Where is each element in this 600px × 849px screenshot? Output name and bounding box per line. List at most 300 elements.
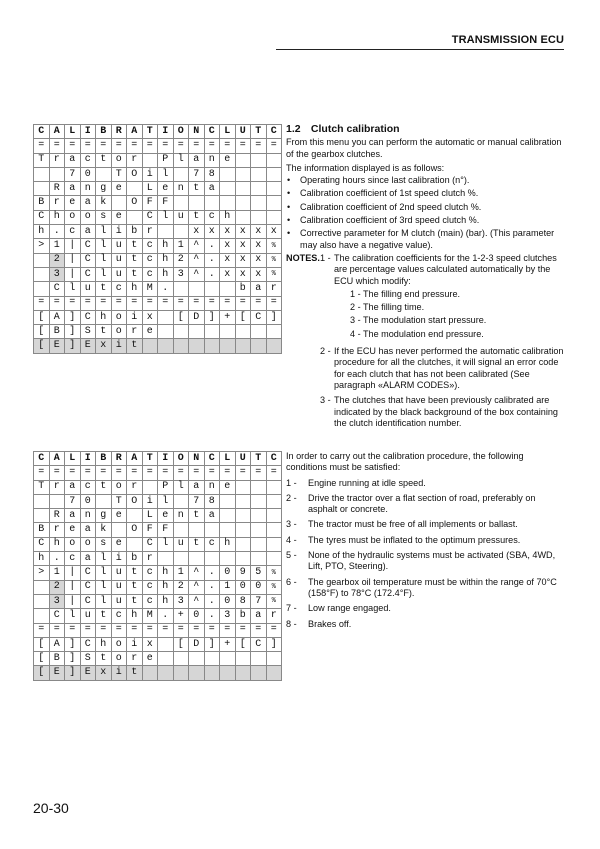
lcd-cell: c [142,580,158,594]
lcd-cell: L [65,452,81,466]
lcd-cell: C [34,537,50,551]
lcd-cell: r [142,225,158,239]
condition-item [286,550,564,573]
lcd-cell: 2 [173,580,189,594]
lcd-cell: ] [266,637,282,651]
note-text: The calibration coefficients for the 1-2-3 speed clutches are percentage values calculated automatically by the ECU which modify: [334,252,557,286]
lcd-cell: 7 [189,167,205,181]
page-number: 20-30 [33,800,69,816]
lcd-cell [204,652,220,666]
lcd-cell: n [80,182,96,196]
note-sub-item: 1 - The filling end pressure. [350,288,461,299]
lcd-cell: C [80,267,96,281]
lcd-cell [158,637,174,651]
lcd-cell [127,537,143,551]
lcd-cell: = [65,296,81,310]
lcd-cell [235,196,251,210]
lcd-cell: t [96,480,112,494]
lcd-row [34,325,282,339]
lcd-cell: O [127,523,143,537]
lcd-cell: = [235,623,251,637]
lcd-cell: E [49,666,65,680]
lcd-cell [173,666,189,680]
lcd-cell: = [96,296,112,310]
lcd-cell: o [111,637,127,651]
lcd-cell [251,153,267,167]
lcd-cell: % [266,267,282,281]
lcd-cell: 7 [189,494,205,508]
lcd-cell: u [111,594,127,608]
lcd-cell [173,552,189,566]
condition-item [286,493,564,516]
lcd-cell: e [158,182,174,196]
lcd-cell [158,225,174,239]
bullet-item: • Calibration coefficient of 1st speed clutch %. [286,188,564,199]
lcd-cell [251,666,267,680]
lcd-cell: = [142,296,158,310]
condition-text: Low range engaged. [308,603,391,614]
condition-item [286,603,564,614]
lcd-cell: % [266,594,282,608]
lcd-cell: o [65,210,81,224]
lcd-cell: 0 [251,580,267,594]
bullet-item: • Calibration coefficient of 3rd speed clutch %. [286,215,564,226]
lcd-cell: s [96,210,112,224]
lcd-cell: [ [34,637,50,651]
lcd-cell: B [34,196,50,210]
lcd-cell: = [34,466,50,480]
lcd-cell: ] [65,652,81,666]
lcd-cell: t [127,666,143,680]
lcd-cell: c [80,480,96,494]
lcd-cell: = [173,139,189,153]
lcd-cell: = [142,466,158,480]
lcd-cell [235,325,251,339]
lcd-row [34,552,282,566]
lcd-row [34,609,282,623]
lcd-cell: r [266,609,282,623]
lcd-cell: = [173,623,189,637]
lcd-cell: A [127,125,143,139]
lcd-cell: T [111,494,127,508]
condition-number: 1 - [286,477,297,488]
lcd-cell [142,666,158,680]
lcd-row [34,537,282,551]
lcd-cell: = [49,623,65,637]
lcd-cell: C [80,594,96,608]
lcd-row [34,210,282,224]
notes [286,253,564,433]
lcd-cell: R [111,125,127,139]
lcd-cell: = [96,623,112,637]
lcd-cell: l [96,239,112,253]
lcd-cell: b [235,282,251,296]
lcd-cell: n [173,509,189,523]
lcd-cell: x [251,225,267,239]
lcd-cell: N [189,452,205,466]
lcd-cell: ] [65,637,81,651]
lcd-cell: c [204,537,220,551]
lcd-cell: F [158,523,174,537]
bullet-item: • Corrective parameter for M clutch (main) (bar). (This parameter may also have a negative value). [286,228,564,251]
lcd-cell: L [220,125,236,139]
lcd-cell [34,494,50,508]
lcd-cell [235,153,251,167]
lcd-cell [266,523,282,537]
lcd-row [34,153,282,167]
lcd-cell: 1 [173,239,189,253]
lcd-cell: = [220,623,236,637]
lcd-cell: B [49,325,65,339]
lcd-cell: S [80,652,96,666]
lcd-cell: i [111,552,127,566]
lcd-cell: g [96,182,112,196]
lcd-cell [235,494,251,508]
lcd-cell: [ [34,310,50,324]
lcd-cell: = [251,139,267,153]
lcd-cell: g [96,509,112,523]
lcd-cell: 3 [173,267,189,281]
lcd-cell: 0 [80,167,96,181]
lcd-cell: a [65,182,81,196]
lcd-cell [251,523,267,537]
lcd-cell [173,282,189,296]
lcd-row [34,566,282,580]
lcd-cell [204,282,220,296]
condition-text: The tyres must be inflated to the optimum pressures. [308,534,521,545]
lcd-cell: x [220,225,236,239]
lcd-row [34,480,282,494]
lcd-cell: 3 [220,609,236,623]
lcd-cell: t [127,594,143,608]
lcd-cell: l [96,253,112,267]
note-number: 1 - [320,252,331,263]
lcd-cell: P [158,480,174,494]
lcd-cell: r [142,552,158,566]
lcd-cell [235,509,251,523]
lcd-cell: C [80,637,96,651]
lcd-cell: T [34,153,50,167]
lcd-cell: F [158,196,174,210]
lcd-cell: l [96,267,112,281]
lcd-row [34,225,282,239]
lcd-cell: x [266,225,282,239]
lcd-cell: l [158,537,174,551]
lcd-cell: = [34,296,50,310]
lcd-cell: . [204,239,220,253]
lcd-cell: D [189,310,205,324]
lcd-cell: t [96,609,112,623]
lcd-cell: A [49,452,65,466]
lcd-cell: a [251,282,267,296]
lcd-cell: u [111,239,127,253]
lcd-cell [173,339,189,353]
lcd-cell: C [34,210,50,224]
lcd-cell: 2 [49,580,65,594]
lcd-cell: O [127,167,143,181]
lcd-cell: u [111,566,127,580]
condition-text: Drive the tractor over a flat section of road, preferably on asphalt or concrete. [308,492,536,515]
lcd-cell [142,153,158,167]
lcd-cell: U [235,452,251,466]
lcd-cell [204,325,220,339]
lcd-cell: + [173,609,189,623]
lcd-row [34,167,282,181]
lcd-cell [189,652,205,666]
condition-text: Brakes off. [308,618,352,629]
lcd-cell: = [189,296,205,310]
lcd-cell: = [189,139,205,153]
lcd-cell: l [65,609,81,623]
lcd-cell [220,339,236,353]
lcd-cell: C [49,282,65,296]
lcd-cell: i [142,167,158,181]
lcd-cell: C [142,537,158,551]
lcd-cell: = [127,296,143,310]
lcd-cell: = [111,139,127,153]
lcd-cell: x [235,225,251,239]
lcd-cell: e [111,182,127,196]
condition-number: 2 - [286,492,297,503]
lcd-cell: ] [65,325,81,339]
condition-text: The gearbox oil temperature must be within the range of 70°C (158°F) to 78°C (172.4°F). [308,576,557,598]
lcd-cell: [ [235,637,251,651]
lcd-cell: 1 [49,566,65,580]
lcd-cell: n [204,153,220,167]
lcd-cell: n [204,480,220,494]
lcd-cell [34,580,50,594]
lcd-cell: r [127,652,143,666]
lcd-cell: 1 [220,580,236,594]
lcd-row [34,452,282,466]
lcd-row [34,139,282,153]
lcd-cell: 3 [49,267,65,281]
lcd-cell [34,182,50,196]
lcd-cell: E [80,339,96,353]
lcd-cell: 0 [80,494,96,508]
lcd-cell: l [96,552,112,566]
lcd-cell: t [96,153,112,167]
lcd-cell: l [158,494,174,508]
lcd-cell: s [96,537,112,551]
lcd-cell: C [34,452,50,466]
lcd-cell [266,537,282,551]
lcd-cell [266,480,282,494]
lcd-cell [220,325,236,339]
lcd-cell: 9 [235,566,251,580]
lcd-cell: r [127,480,143,494]
lcd-cell: x [142,310,158,324]
lcd-cell [158,325,174,339]
lcd-cell [173,523,189,537]
lcd-cell: + [220,310,236,324]
lcd-cell: = [266,466,282,480]
lcd-cell: . [204,609,220,623]
lcd-cell: u [111,580,127,594]
lcd-cell [266,167,282,181]
lcd-cell: ] [65,339,81,353]
info-bullets [286,175,564,251]
lcd-cell: C [251,310,267,324]
lcd-cell: a [80,552,96,566]
lcd-cell: C [49,609,65,623]
lcd-cell: t [96,282,112,296]
lcd-cell: O [127,196,143,210]
lcd-cell: 8 [235,594,251,608]
lcd-cell: t [189,210,205,224]
lcd-cell: C [251,637,267,651]
lcd-cell: h [127,282,143,296]
lcd-cell: b [127,225,143,239]
lcd-cell [158,652,174,666]
lcd-cell: c [204,210,220,224]
lcd-cell: . [204,566,220,580]
section-intro: From this menu you can perform the automatic or manual calibration of the gearbox clutches. [286,137,562,159]
lcd-cell: x [220,267,236,281]
lcd-cell: = [111,296,127,310]
lcd-cell: e [111,210,127,224]
notes-label: NOTES. [286,252,320,263]
condition-item [286,619,564,630]
lcd-cell: h [158,594,174,608]
lcd-cell: T [251,452,267,466]
lcd-cell: = [204,296,220,310]
lcd-cell: r [49,523,65,537]
note-number: 2 - [320,346,331,357]
conditions-list [286,478,564,630]
lcd-cell: ^ [189,566,205,580]
lcd-cell: B [96,452,112,466]
section-title: Clutch calibration [310,123,400,135]
lcd-cell: e [142,325,158,339]
lcd-calibration-screen-template [33,124,282,354]
lcd-cell: = [80,296,96,310]
lcd-cell: a [65,153,81,167]
lcd-cell: L [220,452,236,466]
lcd-cell [111,523,127,537]
lcd-cell [235,652,251,666]
lcd-cell: h [96,637,112,651]
lcd-cell: B [34,523,50,537]
lcd-cell: | [65,580,81,594]
lcd-cell: h [34,552,50,566]
lcd-cell: 0 [220,566,236,580]
lcd-cell: c [142,253,158,267]
note-sub-item: 2 - The filling time. [350,302,425,313]
lcd-cell: L [142,509,158,523]
lcd-cell: A [49,125,65,139]
lcd-cell: e [65,196,81,210]
condition-number: 5 - [286,550,297,561]
lcd-cell: x [251,253,267,267]
lcd-cell: 7 [65,167,81,181]
lcd-cell: x [189,225,205,239]
lcd-cell [235,167,251,181]
lcd-cell [189,325,205,339]
lcd-cell: k [96,196,112,210]
lcd-cell [96,167,112,181]
lcd-cell: % [266,580,282,594]
lcd-cell: + [220,637,236,651]
lcd-cell: O [127,494,143,508]
lcd-cell: . [204,253,220,267]
lcd-cell [266,210,282,224]
lcd-cell: i [142,494,158,508]
running-header: TRANSMISSION ECU [451,34,564,46]
lcd-cell: 0 [235,580,251,594]
lcd-cell: h [158,267,174,281]
lcd-cell: F [142,196,158,210]
section-text [286,124,564,433]
note-text: If the ECU has never performed the automatic calibration procedure for all the clutches, it will signal an error code for each clutch that has not been calibrated (See paragraph «ALARM CODES»). [334,346,564,390]
lcd-cell: = [65,623,81,637]
lcd-cell: l [158,167,174,181]
lcd-row [34,509,282,523]
lcd-cell: O [173,125,189,139]
lcd-cell [220,282,236,296]
condition-text: Engine running at idle speed. [308,477,426,488]
lcd-cell: i [111,225,127,239]
lcd-cell: 8 [204,167,220,181]
lcd-cell: = [235,296,251,310]
lcd-cell: ^ [189,267,205,281]
lcd-cell: t [189,182,205,196]
lcd-cell: [ [235,310,251,324]
lcd-cell: l [96,594,112,608]
lcd-cell: x [235,239,251,253]
lcd-cell: = [127,466,143,480]
section-number: 1.2 [286,123,301,135]
lcd-row [34,494,282,508]
lcd-cell: ] [204,637,220,651]
lcd-cell: = [96,139,112,153]
lcd-cell [127,182,143,196]
lcd-cell: e [65,523,81,537]
lcd-cell: ] [65,666,81,680]
lcd-cell: C [204,452,220,466]
note-number: 3 - [320,395,331,406]
lcd-cell [34,167,50,181]
lcd-cell: B [96,125,112,139]
condition-number: 7 - [286,603,297,614]
lcd-cell: x [251,267,267,281]
lcd-cell: l [96,580,112,594]
lcd-cell: = [173,296,189,310]
lcd-cell: | [65,239,81,253]
lcd-cell: = [49,139,65,153]
lcd-cell: R [111,452,127,466]
lcd-cell [235,480,251,494]
lcd-cell: = [49,296,65,310]
lcd-cell: E [49,339,65,353]
lcd-cell: 2 [173,253,189,267]
lcd-cell: [ [34,652,50,666]
lcd-row [34,310,282,324]
lcd-cell: [ [34,666,50,680]
lcd-cell [34,609,50,623]
lcd-cell: = [158,296,174,310]
lcd-row [34,253,282,267]
lcd-cell: a [80,196,96,210]
lcd-cell: C [80,239,96,253]
condition-item [286,519,564,530]
lcd-row [34,339,282,353]
lcd-cell [49,167,65,181]
lcd-cell [173,196,189,210]
condition-text: None of the hydraulic systems must be activated (SBA, 4WD, Lift, PTO, Steering). [308,550,556,572]
lcd-cell: i [111,666,127,680]
lcd-cell: c [142,566,158,580]
